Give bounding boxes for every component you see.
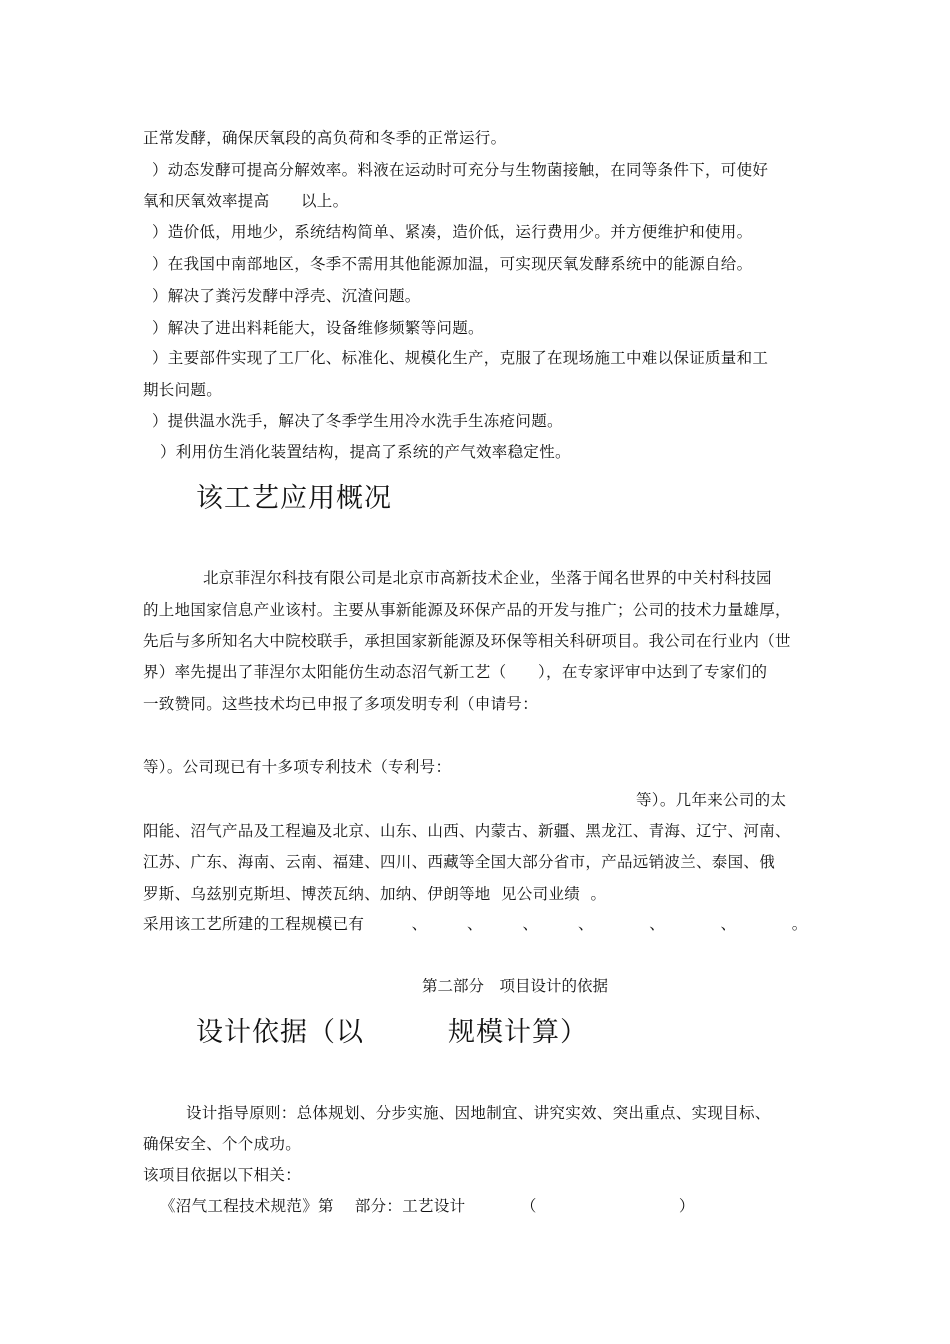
paragraph-line: 氧和厌氧效率提高 以上。	[143, 192, 349, 210]
list-item: ）提供温水洗手，解决了冬季学生用冷水洗手生冻疮问题。	[152, 412, 563, 430]
paragraph-line: 该项目依据以下相关：	[143, 1166, 302, 1184]
list-item: ）解决了进出料耗能大，设备维修频繁等问题。	[152, 319, 484, 337]
paragraph-line: 阳能、沼气产品及工程遍及北京、山东、山西、内蒙古、新疆、黑龙江、青海、辽宁、河南、	[143, 822, 791, 840]
list-item: ）造价低，用地少，系统结构简单、紧凑，造价低，运行费用少。并方便维护和使用。	[152, 223, 753, 241]
paragraph-line: 一致赞同。这些技术均已申报了多项发明专利（申请号：	[143, 695, 539, 713]
paragraph-line: 北京菲涅尔科技有限公司是北京市高新技术企业，坐落于闻名世界的中关村科技园	[203, 569, 772, 587]
paragraph-line: 界）率先提出了菲涅尔太阳能仿生动态沼气新工艺（ ），在专家评审中达到了专家们的	[143, 663, 768, 681]
list-item: ）解决了粪污发酵中浮壳、沉渣问题。	[152, 287, 421, 305]
paragraph-line: 确保安全、个个成功。	[143, 1135, 302, 1153]
paragraph-line: 期长问题。	[143, 381, 223, 399]
paragraph-line: 正常发酵，确保厌氧段的高负荷和冬季的正常运行。	[143, 129, 507, 147]
part-title: 第二部分 项目设计的依据	[422, 977, 609, 995]
paragraph-line: 设计指导原则：总体规划、分步实施、因地制宜、讲究实效、突出重点、实现目标、	[186, 1104, 771, 1122]
section-heading: 该工艺应用概况	[196, 483, 392, 514]
paragraph-line: 江苏、广东、海南、云南、福建、四川、西藏等全国大部分省市，产品远销波兰、泰国、俄	[143, 853, 776, 871]
paragraph-line: 的上地国家信息产业该村。主要从事新能源及环保产品的开发与推广；公司的技术力量雄厚，	[143, 601, 791, 619]
paragraph-line: 等）。几年来公司的太	[636, 791, 787, 809]
reference-item: 《沼气工程技术规范》第 部分：工艺设计 （ ）	[160, 1197, 695, 1215]
paragraph-line: 采用该工艺所建的工程规模已有 、 、 、 、 、 、 。	[143, 915, 808, 933]
list-item: ）动态发酵可提高分解效率。料液在运动时可充分与生物菌接触，在同等条件下，可使好	[152, 161, 769, 179]
list-item: ）在我国中南部地区，冬季不需用其他能源加温，可实现厌氧发酵系统中的能源自给。	[152, 255, 753, 273]
paragraph-line: 罗斯、乌兹别克斯坦、博茨瓦纳、加纳、伊朗等地 见公司业绩 。	[143, 885, 607, 903]
list-item: ）利用仿生消化装置结构，提高了系统的产气效率稳定性。	[160, 443, 571, 461]
paragraph-line: 先后与多所知名大中院校联手，承担国家新能源及环保等相关科研项目。我公司在行业内（世	[143, 632, 791, 650]
list-item: ）主要部件实现了工厂化、标准化、规模化生产，克服了在现场施工中难以保证质量和工	[152, 349, 769, 367]
paragraph-line: 等）。公司现已有十多项专利技术（专利号：	[143, 758, 452, 776]
section-heading: 设计依据（以 规模计算）	[196, 1017, 588, 1048]
